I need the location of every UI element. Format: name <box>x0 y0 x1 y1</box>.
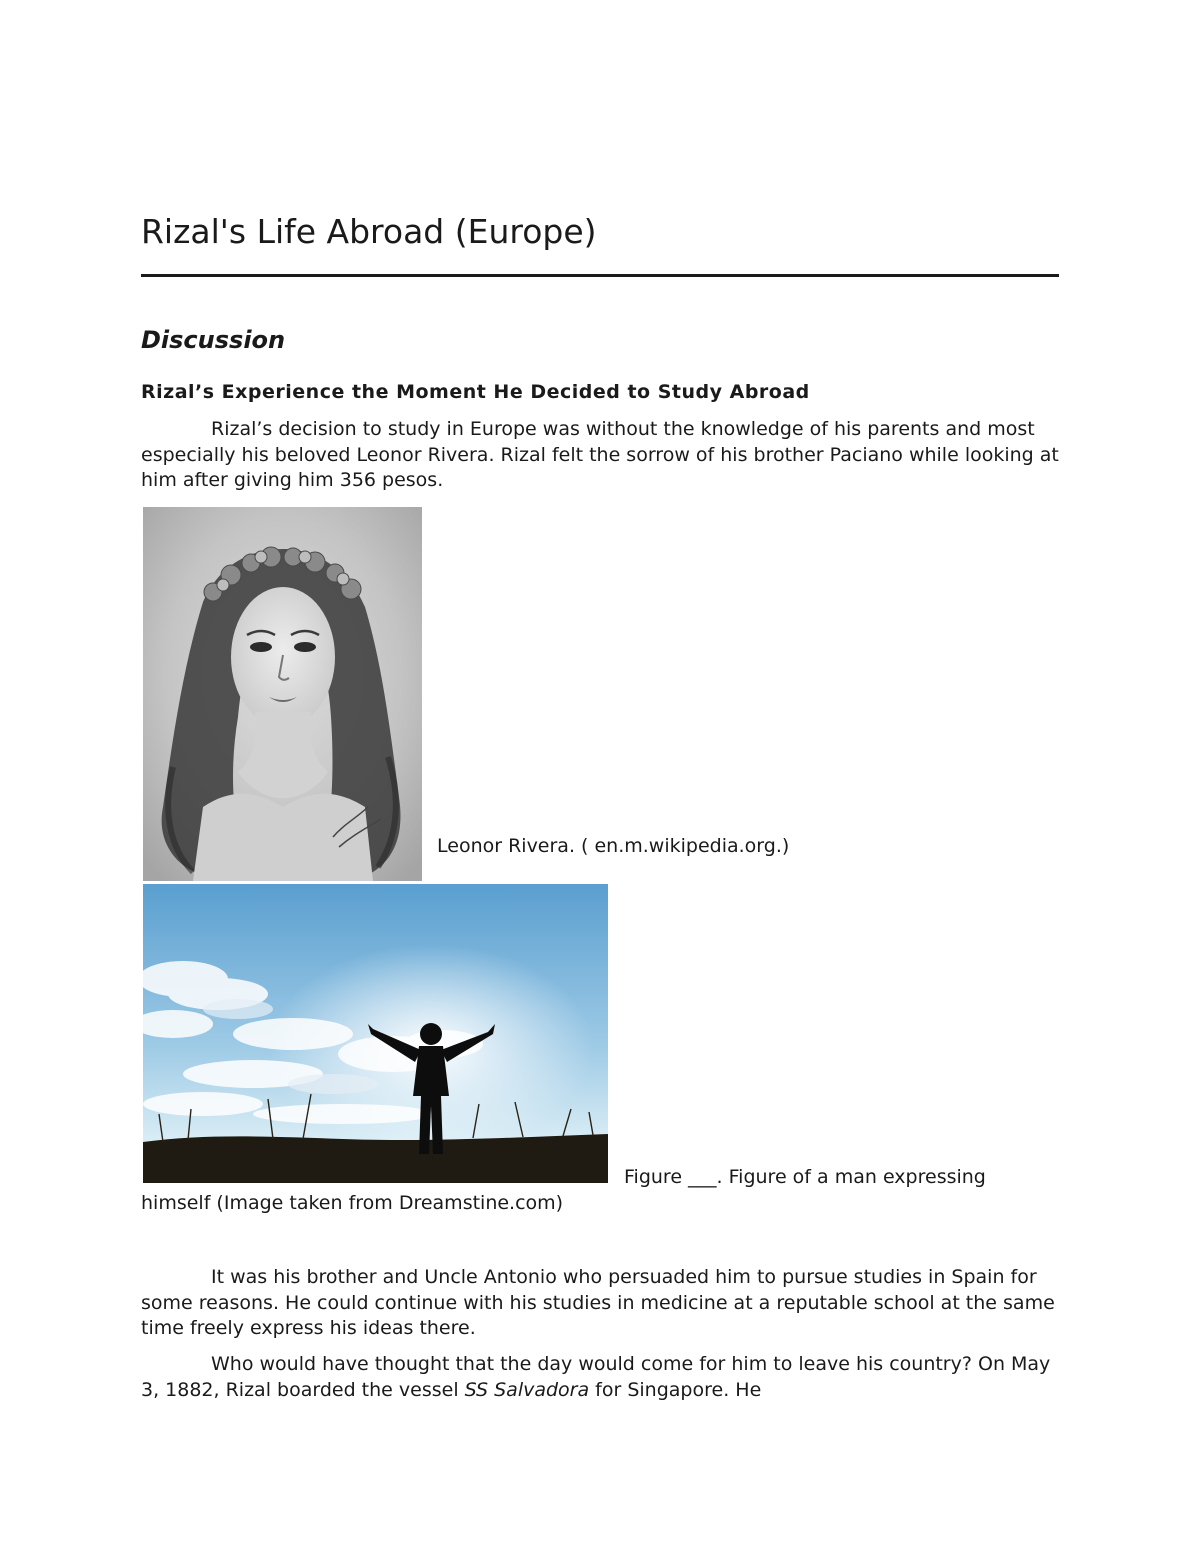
paragraph-3-text: Who would have thought that the day would come for him to leave his country? On May 3, 1882, Rizal boarded the vessel <box>141 1353 1051 1401</box>
title-divider <box>141 274 1059 277</box>
silhouette-illustration <box>143 884 608 1183</box>
figure-2-caption-text: Figure ___. Figure of a man expressing himself (Image taken from Dreamstine.com) <box>141 1166 986 1214</box>
paragraph-2 <box>141 1265 1059 1342</box>
portrait-illustration <box>143 507 422 881</box>
section-heading: Discussion <box>141 326 286 354</box>
figure-2-caption <box>141 1165 1059 1216</box>
page-title: Rizal's Life Abroad (Europe) <box>141 212 597 251</box>
paragraph-3 <box>141 1352 1059 1403</box>
portrait-photo <box>143 507 422 881</box>
paragraph-3-tail: for Singapore. He <box>589 1378 762 1401</box>
paragraph-1-text: Rizal’s decision to study in Europe was without the knowledge of his parents and most especially his beloved Leonor Rivera. Rizal felt the sorrow of his brother Paciano while looking at him after giving him 356 pesos. <box>141 418 1059 491</box>
sub-heading: Rizal’s Experience the Moment He Decided to Study Abroad <box>141 381 810 403</box>
paragraph-1 <box>141 417 1059 494</box>
silhouette-photo <box>143 884 608 1183</box>
figure-1-caption: Leonor Rivera. ( en.m.wikipedia.org.) <box>437 835 790 857</box>
vessel-name: SS Salvadora <box>464 1378 590 1401</box>
paragraph-2-text: It was his brother and Uncle Antonio who persuaded him to pursue studies in Spain for some reasons. He could continue with his studies in medicine at a reputable school at the same time freely express his ideas there. <box>141 1266 1055 1339</box>
